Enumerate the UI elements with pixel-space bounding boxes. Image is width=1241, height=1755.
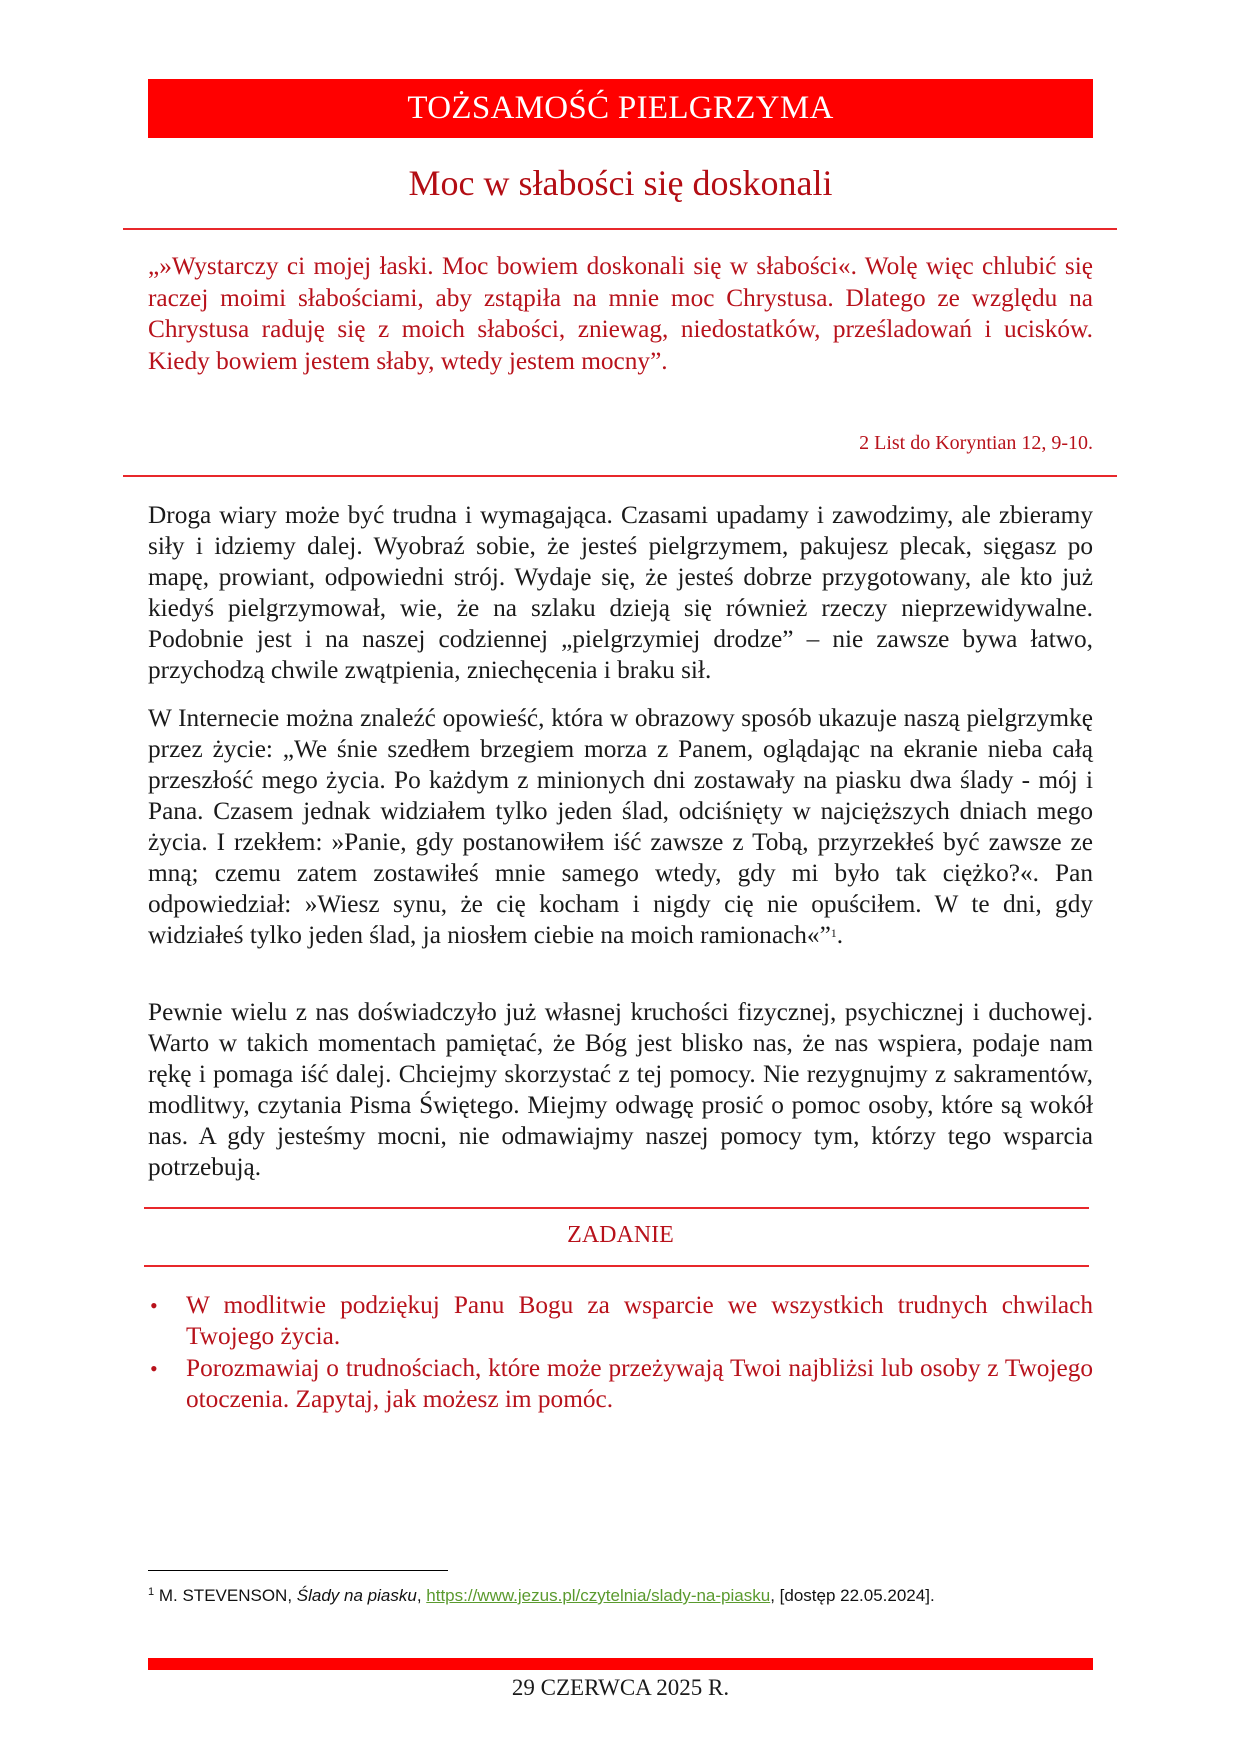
task-item-text: W modlitwie podziękuj Panu Bogu za wsparcie we wszystkich trudnych chwilach Twojego życia. [186, 1291, 1093, 1350]
task-list [148, 1290, 1093, 1416]
divider-task-bottom [144, 1265, 1089, 1267]
section-title: TOŻSAMOŚĆ PIELGRZYMA [407, 90, 834, 126]
body-paragraph-2 [148, 703, 1093, 951]
footer-date: 29 CZERWCA 2025 R. [511, 1675, 730, 1700]
footer-bar [148, 1658, 1093, 1670]
divider-task-top [144, 1207, 1089, 1209]
footnote-separator-text: , [416, 1586, 427, 1605]
footnote-author: M. STEVENSON, [158, 1586, 297, 1605]
divider-after-quote [123, 475, 1117, 477]
bullet-icon: • [150, 1356, 158, 1381]
task-item-text: Porozmawiaj o trudnościach, które może przeżywają Twoi najbliżsi lub osoby z Twojego otoczenia. Zapytaj, jak możesz im pomóc. [186, 1354, 1093, 1413]
footnote-link[interactable]: https://www.jezus.pl/czytelnia/slady-na-piasku [426, 1586, 771, 1605]
paragraph-2-text: W Internecie można znaleźć opowieść, która w obrazowy sposób ukazuje naszą pielgrzymkę przez życie: „We śnie szedłem brzegiem morza z Panem, oglądając na ekranie nieba całą przeszłość mego życia. Po każdym z minionych dni zostawały na piasku dwa ślady - mój i Pana. Czasem jednak widziałem tylko jeden ślad, odciśnięty w najcięższych dniach mego życia. I rzekłem: »Panie, gdy postanowiłem iść zawsze z Tobą, przyrzekłeś być zawsze ze mną; czemu zatem zostawiłeś mnie samego wtedy, gdy mi było tak ciężko?«. Pan odpowiedział: »Wiesz synu, że cię kocham i nigdy cię nie opuściłem. W te dni, gdy widziałeś tylko jeden ślad, ja niosłem ciebie na moich ramionach«” [148, 704, 1093, 949]
task-item [148, 1353, 1093, 1415]
footnote [148, 1586, 935, 1606]
footnote-separator [148, 1570, 448, 1571]
task-item [148, 1290, 1093, 1352]
paragraph-2-end: . [836, 921, 844, 949]
section-header-bar [148, 79, 1093, 138]
page-title: Moc w słabości się doskonali [408, 163, 833, 203]
scripture-reference: 2 List do Koryntian 12, 9-10. [859, 432, 1093, 454]
scripture-quote: „»Wystarczy ci mojej łaski. Moc bowiem doskonali się w słabości«. Wolę więc chlubić się raczej moimi słabościami, aby zstąpiła na mnie moc Chrystusa. Dlatego ze względu na Chrystusa raduję się z moich słabości, zniewag, niedostatków, prześladowań i ucisków. Kiedy bowiem jestem słaby, wtedy jestem mocny”. [148, 252, 1093, 375]
bullet-icon: • [150, 1293, 158, 1318]
task-title: ZADANIE [567, 1222, 674, 1248]
body-paragraph-3: Pewnie wielu z nas doświadczyło już własnej kruchości fizycznej, psychicznej i duchowej. Warto w takich momentach pamiętać, że Bóg jest blisko nas, że nas wspiera, podaje nam rękę i pomaga iść dalej. Chciejmy skorzystać z tej pomocy. Nie rezygnujmy z sakramentów, modlitwy, czytania Pisma Świętego. Miejmy odwagę prosić o pomoc osoby, które są wokół nas. A gdy jesteśmy mocni, nie odmawiajmy naszej pomocy tym, którzy tego wsparcia potrzebują. [148, 998, 1093, 1181]
footnote-number: 1 [148, 1586, 155, 1598]
body-paragraph-1: Droga wiary może być trudna i wymagająca. Czasami upadamy i zawodzimy, ale zbieramy siły i idziemy dalej. Wyobraź sobie, że jesteś pielgrzymem, pakujesz plecak, sięgasz po mapę, prowiant, odpowiedni strój. Wydaje się, że jesteś dobrze przygotowany, ale kto już kiedyś pielgrzymował, wie, że na szlaku dzieją się również rzeczy nieprzewidywalne. Podobnie jest i na naszej codziennej „pielgrzymiej drodze” – nie zawsze bywa łatwo, przychodzą chwile zwątpienia, zniechęcenia i braku sił. [148, 501, 1093, 684]
divider-top [123, 228, 1117, 230]
footnote-marker[interactable]: 1 [830, 926, 837, 940]
footnote-work-title: Ślady na piasku [296, 1586, 417, 1605]
footnote-access: , [dostęp 22.05.2024]. [770, 1586, 935, 1605]
